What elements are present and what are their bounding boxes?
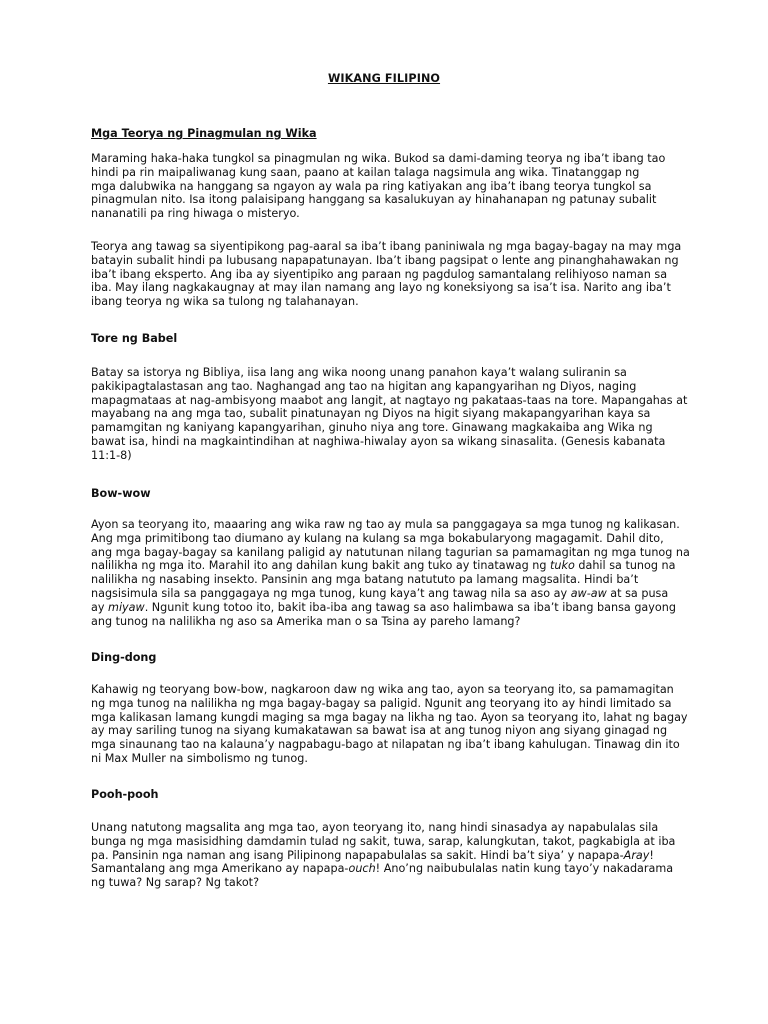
text-run: nalilikha ng mga ito. Marahil ito ang dahilan kung bakit ang tuko ay tinatawag ng xyxy=(91,559,551,573)
heading-tore-ng-babel: Tore ng Babel xyxy=(91,332,178,345)
paragraph-line: mga kalikasan lamang kungdi maging sa mga bagay na likha ng tao. Ayon sa teoryang ito, lahat ng bagay xyxy=(91,710,688,724)
paragraph-line: hindi pa rin maipaliwanag kung saan, paano at kailan talaga nagsimula ang wika. Tinatanggap ng xyxy=(91,165,640,179)
intro-paragraph-1 xyxy=(91,152,665,221)
paragraph-line: Kahawig ng teoryang bow-bow, nagkaroon daw ng wika ang tao, ayon sa teoryang ito, sa pamamagitan xyxy=(91,683,674,696)
italic-word: miyaw xyxy=(108,600,145,614)
paragraph-line: ng tuwa? Ng sarap? Ng takot? xyxy=(91,876,260,890)
paragraph-ding-dong xyxy=(91,683,688,766)
paragraph-line: mga dalubwika na hanggang sa ngayon ay wala pa ring katiyakan ang iba’t ibang teorya tungkol sa xyxy=(91,179,652,193)
paragraph-line xyxy=(91,862,675,876)
paragraph-tore-ng-babel xyxy=(91,366,687,463)
text-run: dahil sa tunog na xyxy=(574,559,676,573)
paragraph-line: pamamgitan ng kaniyang kapangyarihan, ginuho niya ang tore. Ginawang magkakaiba ang Wika ng xyxy=(91,421,653,435)
paragraph-line: ng mga tunog na nalilikha ng mga bagay-bagay sa paligid. Ngunit ang teoryang ito ay hindi limitado sa xyxy=(91,696,672,710)
heading-pooh-pooh: Pooh-pooh xyxy=(91,788,159,801)
paragraph-line xyxy=(91,587,690,601)
paragraph-line: nananatili pa ring hiwaga o misteryo. xyxy=(91,207,300,221)
paragraph-line: bunga ng mga masisidhing damdamin tulad ng sakit, tuwa, sarap, kalungkutan, takot, pagkabigla at iba xyxy=(91,834,676,848)
document-title: WIKANG FILIPINO xyxy=(327,72,441,85)
paragraph-line: nalilikha ng nasabing insekto. Pansinin ang mga batang natututo pa lamang magsalita. Hindi ba’t xyxy=(91,573,639,587)
text-run: ! Ano’ng naibubulalas natin kung tayo’y nakadarama xyxy=(375,862,674,876)
paragraph-line: ay may sariling tunog na siyang kumakatawan sa bawat isa at ang tunog niyon ang siyang ginagad ng xyxy=(91,724,668,738)
text-run: at sa pusa xyxy=(606,586,669,600)
paragraph-line xyxy=(91,559,690,573)
paragraph-line: Unang natutong magsalita ang mga tao, ayon teoryang ito, nang hindi sinasadya ay napabulalas sila xyxy=(91,821,659,834)
italic-word: tuko xyxy=(550,559,575,573)
italic-word: aw-aw xyxy=(570,586,607,600)
italic-word: Aray xyxy=(623,848,650,862)
paragraph-line: mayabang na ang mga tao, subalit pinatunayan ng Diyos na higit siyang makapangyarihan kaya sa xyxy=(91,407,651,421)
paragraph-bow-wow xyxy=(91,518,690,628)
paragraph-line: mga sinaunang tao na kalauna’y nagpabagu-bago at nilapatan ng iba’t ibang kahulugan. Tinawag din ito xyxy=(91,738,680,752)
heading-ding-dong: Ding-dong xyxy=(91,651,157,664)
paragraph-pooh-pooh xyxy=(91,821,675,890)
paragraph-line: Maraming haka-haka tungkol sa pinagmulan ng wika. Bukod sa dami-daming teorya ng iba’t ibang tao xyxy=(91,152,666,165)
text-run: nagsisimula sila sa panggagaya ng mga tunog, kung kaya’t ang tawag nila sa aso ay xyxy=(91,586,571,600)
paragraph-line: mapagmataas at nag-ambisyong maabot ang langit, at nagtayo ng pakataas-taas na tore. Mapangahas at xyxy=(91,393,688,407)
heading-bow-wow: Bow-wow xyxy=(91,487,151,500)
text-run: ay xyxy=(91,600,109,614)
text-run: . Ngunit kung totoo ito, bakit iba-iba ang tawag sa aso halimbawa sa iba’t ibang bansa gayong xyxy=(144,600,676,614)
paragraph-line: Batay sa istorya ng Bibliya, iisa lang ang wika noong unang panahon kaya’t walang suliranin sa xyxy=(91,366,627,379)
paragraph-line: bawat isa, hindi na magkaintindihan at naghiwa-hiwalay ayon sa wikang sinasalita. (Genesis kabanata xyxy=(91,434,666,448)
section-heading: Mga Teorya ng Pinagmulan ng Wika xyxy=(91,127,317,140)
intro-paragraph-2 xyxy=(91,240,681,309)
paragraph-line: ang mga bagay-bagay sa kanilang paligid ay natutunan nilang tagurian sa pamamagitan ng mga tunog na xyxy=(91,545,690,559)
text-run: Samantalang ang mga Amerikano ay napapa- xyxy=(91,862,349,876)
paragraph-line: 11:1-8) xyxy=(91,448,132,462)
paragraph-line: pinagmulan nito. Isa itong palaisipang hanggang sa kasalukuyan ay hinahanapan ng patunay subalit xyxy=(91,193,657,207)
text-run: ! xyxy=(649,848,654,862)
paragraph-line: Ayon sa teoryang ito, maaaring ang wika raw ng tao ay mula sa panggagaya sa mga tunog ng kalikasan. xyxy=(91,518,680,531)
paragraph-line: pakikipagtalastasan ang tao. Naghangad ang tao na higitan ang kapangyarihan ng Diyos, naging xyxy=(91,379,637,393)
paragraph-line: ni Max Muller na simbolismo ng tunog. xyxy=(91,751,308,765)
paragraph-line: iba. May ilang nagkakaugnay at may ilan namang ang layo ng koneksiyong sa isa’t isa. Narito ang iba’t xyxy=(91,281,671,295)
text-run: pa. Pansinin nga naman ang isang Pilipinong napapabulalas sa sakit. Hindi ba’t siya’ y napapa- xyxy=(91,848,624,862)
paragraph-line: ang tunog na nalilikha ng aso sa Amerika man o sa Tsina ay pareho lamang? xyxy=(91,614,521,628)
italic-word: ouch xyxy=(348,862,376,876)
paragraph-line: Ang mga primitibong tao diumano ay kulang na kulang sa mga bokabularyong magagamit. Dahil dito, xyxy=(91,531,664,545)
paragraph-line xyxy=(91,849,675,863)
paragraph-line: batayin subalit hindi pa lubusang napapatunayan. Iba’t ibang pagsipat o lente ang pinanghahawakan ng xyxy=(91,253,679,267)
paragraph-line: Teorya ang tawag sa siyentipikong pag-aaral sa iba’t ibang paniniwala ng mga bagay-bagay na may mga xyxy=(91,240,682,253)
paragraph-line xyxy=(91,601,690,615)
paragraph-line: iba’t ibang eksperto. Ang iba ay siyentipiko ang paraan ng pagdulog samantalang relihiyoso naman sa xyxy=(91,267,668,281)
paragraph-line: ibang teorya ng wika sa tulong ng talahanayan. xyxy=(91,295,359,309)
